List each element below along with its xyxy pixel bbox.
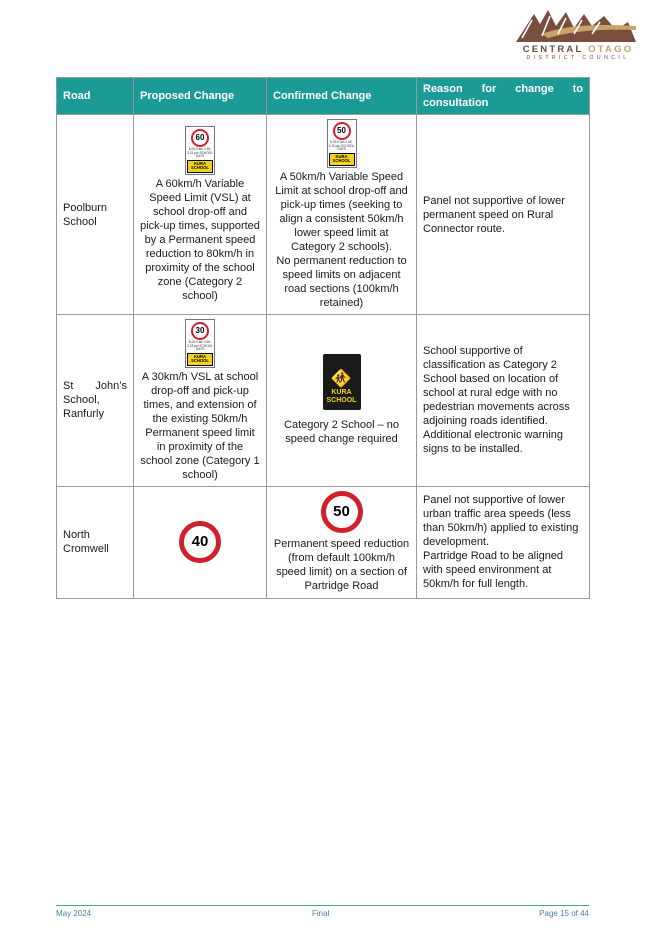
logo-subtitle: DISTRICT COUNCIL — [526, 55, 630, 61]
kura-school-label: KURA SCHOOL — [326, 389, 357, 405]
confirmed-cell — [267, 315, 417, 487]
header-confirmed-change: Confirmed Change — [267, 78, 417, 115]
speed-limit-sign-icon: 50 — [321, 491, 363, 533]
proposed-cell — [134, 315, 267, 487]
footer-date: May 2024 — [56, 909, 92, 918]
proposed-cell — [134, 486, 267, 598]
proposed-text: A 60km/h Variable Speed Limit (VSL) at school drop-off and pick-up times, supported by a Permanent speed reduction to 80km/h in proximity of the school zone (Category 2 school) — [140, 177, 260, 302]
proposed-cell — [134, 115, 267, 315]
speed-limit-value: 60 — [191, 129, 209, 147]
reason-cell: School supportive of classification as Category 2 School based on location of school at rural edge with no pedestrian movements across adjoining roads identified. Additional electronic warning signs to be installed. — [417, 315, 590, 487]
children-figures-icon: 🚸 — [330, 369, 353, 389]
road-word: John’s — [95, 380, 127, 393]
kura-school-plate: KURA SCHOOL — [187, 160, 213, 173]
road-cell — [57, 315, 134, 487]
confirmed-cell — [267, 486, 417, 598]
header-reason-word: for — [481, 83, 497, 95]
children-crossing-icon — [323, 354, 361, 410]
kura-school-plate: KURA SCHOOL — [187, 353, 213, 366]
header-road: Road — [57, 78, 134, 115]
table-row — [57, 315, 590, 487]
header-reason-word: Reason — [423, 83, 463, 95]
table-row — [57, 115, 590, 315]
speed-limit-value: 50 — [333, 122, 351, 140]
confirmed-cell — [267, 115, 417, 315]
sign-times-text: 8.25-9 am 2.55-3.15 pm SCHOOL DAYS — [187, 147, 213, 159]
footer-status: Final — [312, 909, 330, 918]
road-word: School, Ranfurly — [63, 394, 104, 421]
footer-divider — [56, 905, 589, 906]
header-proposed-change: Proposed Change — [134, 78, 267, 115]
confirmed-text: A 50km/h Variable Speed Limit at school drop-off and pick-up times (seeking to align a consistent 50km/h lower speed limit at Category 2 schools). No permanent reduction to speed limits on adjacent road sections (100km/h retained) — [275, 170, 408, 309]
proposed-text: A 30km/h VSL at school drop-off and pick-up times, and extension of the existing 50km/h Permanent speed limit in proximity of the school zone (Category 1 school) — [140, 370, 260, 481]
variable-speed-sign-icon — [327, 119, 357, 168]
sign-times-text: 8.25-9 am 2.55-3.15 pm SCHOOL DAYS — [328, 140, 355, 152]
header-reason-word: change — [515, 83, 554, 95]
header-reason-word: to — [572, 83, 583, 95]
variable-speed-sign-icon — [185, 126, 215, 175]
logo-word-central: CENTRAL — [522, 44, 584, 55]
header-reason — [417, 78, 590, 115]
confirmed-text: Permanent speed reduction (from default 100km/h speed limit) on a section of Partridge Road — [273, 538, 410, 593]
header-reason-line2: consultation — [423, 97, 489, 109]
road-cell: Poolburn School — [57, 115, 134, 315]
logo-title — [516, 44, 640, 55]
council-logo — [512, 4, 640, 60]
road-cell: North Cromwell — [57, 486, 134, 598]
kura-school-plate: KURA SCHOOL — [329, 153, 355, 166]
table-row — [57, 486, 590, 598]
sign-times-text: 8.25-9 am 2.55-3.15 pm SCHOOL DAYS — [187, 340, 213, 352]
table-header-row — [57, 78, 590, 115]
logo-word-otago: OTAGO — [588, 44, 634, 55]
speed-change-table — [56, 77, 590, 599]
confirmed-text: Category 2 School – no speed change required — [284, 419, 399, 446]
speed-limit-sign-icon: 40 — [179, 521, 221, 563]
road-word: St — [63, 380, 74, 393]
variable-speed-sign-icon — [185, 319, 215, 368]
footer-page-number: Page 15 of 44 — [539, 909, 589, 918]
reason-cell: Panel not supportive of lower permanent speed on Rural Connector route. — [417, 115, 590, 315]
mountain-logo-icon — [512, 4, 640, 44]
speed-limit-value: 30 — [191, 322, 209, 340]
reason-cell: Panel not supportive of lower urban traffic area speeds (less than 50km/h) applied to existing development. Partridge Road to be aligned with speed environment at 50km/h for full length. — [417, 486, 590, 598]
